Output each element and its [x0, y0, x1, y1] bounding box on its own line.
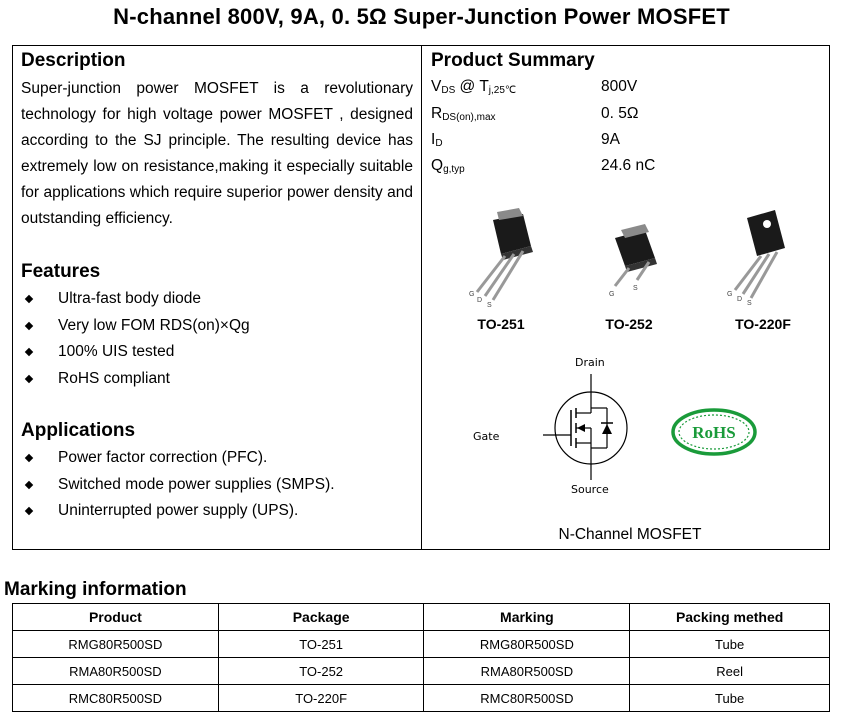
spec-value: 0. 5Ω — [601, 105, 639, 122]
table-row — [13, 685, 830, 712]
bullet-diamond-icon — [25, 321, 33, 329]
mosfet-schematic — [471, 356, 691, 506]
table-cell: RMC80R500SD — [13, 685, 219, 712]
column-header: Marking — [424, 604, 630, 631]
n-channel-caption: N-Channel MOSFET — [558, 526, 702, 543]
table-cell: Reel — [630, 658, 830, 685]
bullet-diamond-icon — [25, 295, 33, 303]
table-cell: Tube — [630, 685, 830, 712]
spec-value: 24.6 nC — [601, 157, 656, 174]
rohs-logo-icon — [671, 408, 757, 456]
applications-heading: Applications — [21, 420, 136, 441]
svg-text:G: G — [727, 291, 733, 298]
table-cell: RMC80R500SD — [424, 685, 630, 712]
package-label-to-252: TO-252 — [605, 316, 653, 332]
table-cell: RMG80R500SD — [424, 631, 630, 658]
description-heading: Description — [21, 50, 126, 71]
list-item: Uninterrupted power supply (UPS). — [21, 498, 335, 525]
table-cell: RMG80R500SD — [13, 631, 219, 658]
spec-row-rdson — [431, 105, 811, 131]
spec-symbol: $R_{DS(on),max}$ — [431, 105, 496, 123]
list-item: Switched mode power supplies (SMPS). — [21, 472, 335, 499]
bullet-diamond-icon — [25, 454, 33, 462]
description-text: Super-junction power MOSFET is a revolutionary technology for high voltage power MOSFET , designed according to the SJ principle. The resulting device has extremely low on resistance,making it especially suitable for applications which require superior power density and outstanding efficiency. — [21, 80, 413, 227]
table-cell: RMA80R500SD — [424, 658, 630, 685]
spec-value: 9A — [601, 131, 620, 148]
svg-text:D: D — [477, 297, 483, 304]
source-label: Source — [571, 483, 609, 496]
list-item: Ultra-fast body diode — [21, 286, 250, 313]
product-summary-heading: Product Summary — [431, 50, 595, 71]
svg-text:S: S — [633, 285, 638, 292]
bullet-diamond-icon — [25, 480, 33, 488]
spec-row-vds — [431, 78, 811, 104]
gate-label: Gate — [473, 430, 500, 443]
features-heading: Features — [21, 261, 101, 282]
page-title: N-channel 800V, 9A, 0. 5Ω Super-Junction Power MOSFET — [113, 4, 730, 29]
svg-text:D: D — [737, 296, 743, 303]
spec-row-id — [431, 131, 811, 157]
column-header: Product — [13, 604, 219, 631]
package-label-to-251: TO-251 — [477, 316, 525, 332]
svg-text:G: G — [469, 291, 475, 298]
svg-text:S: S — [487, 302, 492, 308]
marking-table — [12, 603, 830, 712]
column-header: Package — [218, 604, 424, 631]
table-cell: TO-251 — [218, 631, 424, 658]
table-header-row — [13, 604, 830, 631]
bullet-diamond-icon — [25, 374, 33, 382]
to-252-package-icon — [579, 208, 679, 308]
package-label-to-220f: TO-220F — [735, 316, 791, 332]
list-item: Power factor correction (PFC). — [21, 445, 335, 472]
bullet-diamond-icon — [25, 348, 33, 356]
table-row — [13, 631, 830, 658]
main-info-box — [12, 45, 830, 550]
svg-text:G: G — [609, 291, 615, 298]
right-column — [431, 46, 829, 549]
table-cell: TO-252 — [218, 658, 424, 685]
features-list — [21, 286, 250, 392]
marking-heading: Marking information — [4, 579, 187, 600]
list-item: 100% UIS tested — [21, 339, 250, 366]
column-header: Packing methed — [630, 604, 830, 631]
table-cell: RMA80R500SD — [13, 658, 219, 685]
column-divider — [421, 46, 422, 549]
to-220f-package-icon — [705, 208, 805, 308]
table-cell: TO-220F — [218, 685, 424, 712]
spec-row-qg — [431, 157, 811, 183]
drain-label: Drain — [575, 356, 605, 369]
table-cell: Tube — [630, 631, 830, 658]
svg-text:RoHS: RoHS — [692, 423, 736, 442]
spec-symbol: $I_D$ — [431, 131, 443, 149]
mosfet-symbol-icon — [543, 372, 643, 482]
spec-value: 800V — [601, 78, 638, 95]
bullet-diamond-icon — [25, 507, 33, 515]
list-item: RoHS compliant — [21, 366, 250, 393]
spec-symbol: $V_{DS}$ @ $T_{j,25℃}$ — [431, 78, 517, 96]
svg-text:S: S — [747, 300, 752, 307]
list-item: Very low FOM RDS(on)×Qg — [21, 313, 250, 340]
to-251-package-icon — [451, 208, 551, 308]
applications-list — [21, 445, 335, 525]
spec-symbol: $Q_{g,typ}$ — [431, 157, 465, 175]
table-row — [13, 658, 830, 685]
